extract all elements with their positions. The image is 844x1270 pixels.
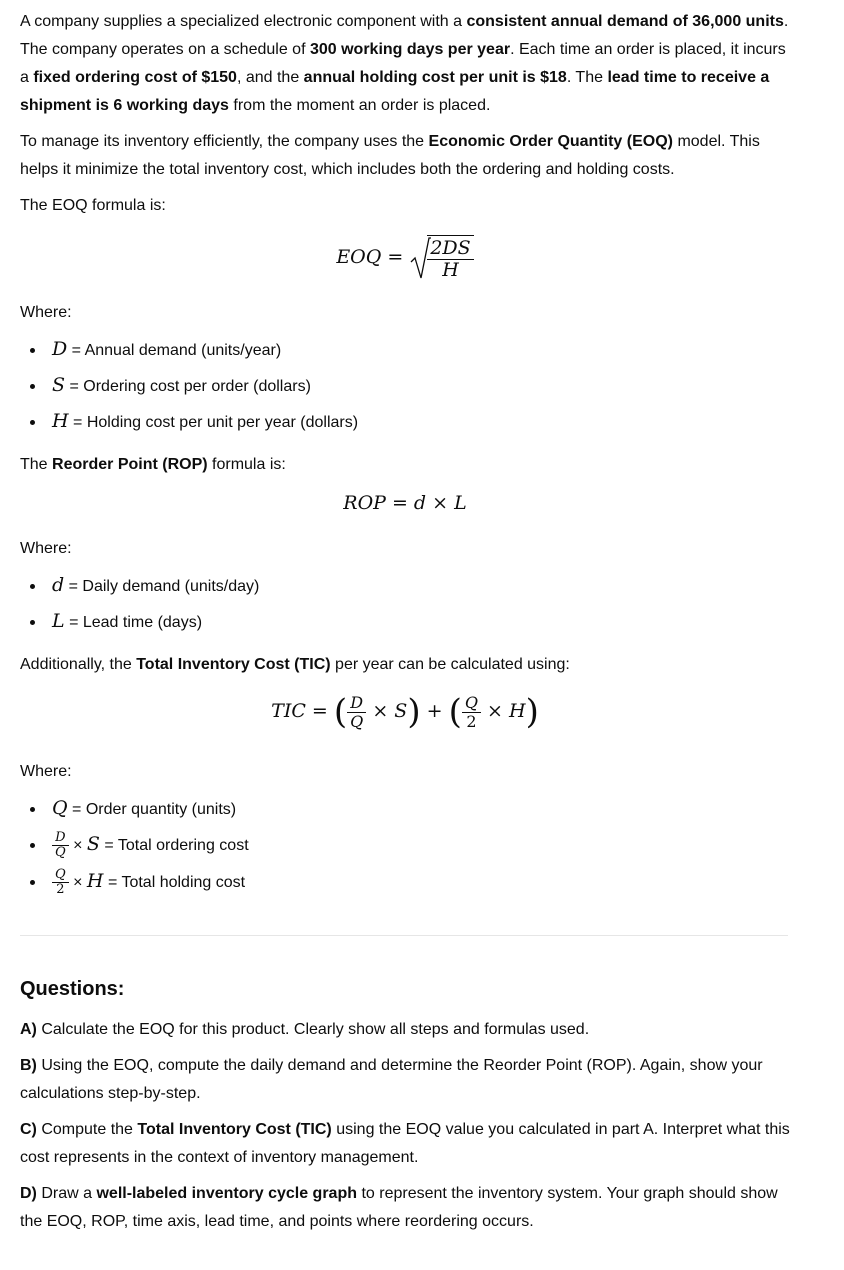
divider xyxy=(20,935,788,936)
where-label-2: Where: xyxy=(20,540,72,557)
question-a: A) Calculate the EOQ for this product. Clearly show all steps and formulas used. xyxy=(20,1021,590,1038)
rop-formula-label: The Reorder Point (ROP) formula is: xyxy=(20,456,286,473)
list-item: S = Ordering cost per order (dollars) xyxy=(52,371,311,401)
tic-formula-label: Additionally, the Total Inventory Cost (TIC) per year can be calculated using: xyxy=(20,656,570,673)
question-label: A) xyxy=(20,1021,37,1038)
question-c: C) Compute the Total Inventory Cost (TIC) using the EOQ value you calculated in part A. Interpret what this cost represents in the context of inventory management. xyxy=(20,1121,790,1166)
question-d: D) Draw a well-labeled inventory cycle graph to represent the inventory system. Your graph should show the EOQ, ROP, time axis, lead time, and points where reordering occurs. xyxy=(20,1185,778,1230)
list-item: d = Daily demand (units/day) xyxy=(52,571,259,601)
question-b: B) Using the EOQ, compute the daily demand and determine the Reorder Point (ROP). Again, show your calculations step-by-step. xyxy=(20,1057,763,1102)
where-label-3: Where: xyxy=(20,763,72,780)
list-item: H = Holding cost per unit per year (dollars) xyxy=(52,407,358,437)
rop-formula: ROP = d × L xyxy=(343,492,467,514)
list-item: Q = Order quantity (units) xyxy=(52,794,236,824)
eoq-lhs: EOQ xyxy=(336,246,382,268)
questions-heading: Questions: xyxy=(20,978,125,1000)
eoq-formula: EOQ = $\frac{2DS}{H}$ xyxy=(20,234,790,282)
question-label: D) xyxy=(20,1185,37,1202)
where-label-1: Where: xyxy=(20,304,72,321)
list-item: D = Annual demand (units/year) xyxy=(52,335,281,365)
eoq-denominator: H xyxy=(442,259,459,281)
list-item: $\frac{Q}{2}$ × H = Total holding cost xyxy=(52,867,245,898)
list-item: $\frac{D}{Q}$ × S = Total ordering cost xyxy=(52,830,249,861)
eoq-formula-label: The EOQ formula is: xyxy=(20,197,166,214)
intro-paragraph-2: To manage its inventory efficiently, the company uses the Economic Order Quantity (EOQ) model. This helps it minimize the total inventory cost, which includes both the ordering and holding costs. xyxy=(20,133,760,178)
question-label: B) xyxy=(20,1057,37,1074)
tic-formula: TIC = ( $\frac{D}{Q}$ × S) + ( $\frac{Q}{2}$ × H) xyxy=(271,692,539,732)
list-item: L = Lead time (days) xyxy=(52,607,202,637)
question-label: C) xyxy=(20,1121,37,1138)
intro-paragraph-1: A company supplies a specialized electronic component with a consistent annual demand of 36,000 units. The company operates on a schedule of 300 working days per year. Each time an order is placed, it incurs a fixed ordering cost of $150, and the annual holding cost per unit is $18. The lead time to receive a shipment is 6 working days from the moment an order is placed. xyxy=(20,13,789,114)
eoq-numerator: 2DS xyxy=(427,238,473,260)
